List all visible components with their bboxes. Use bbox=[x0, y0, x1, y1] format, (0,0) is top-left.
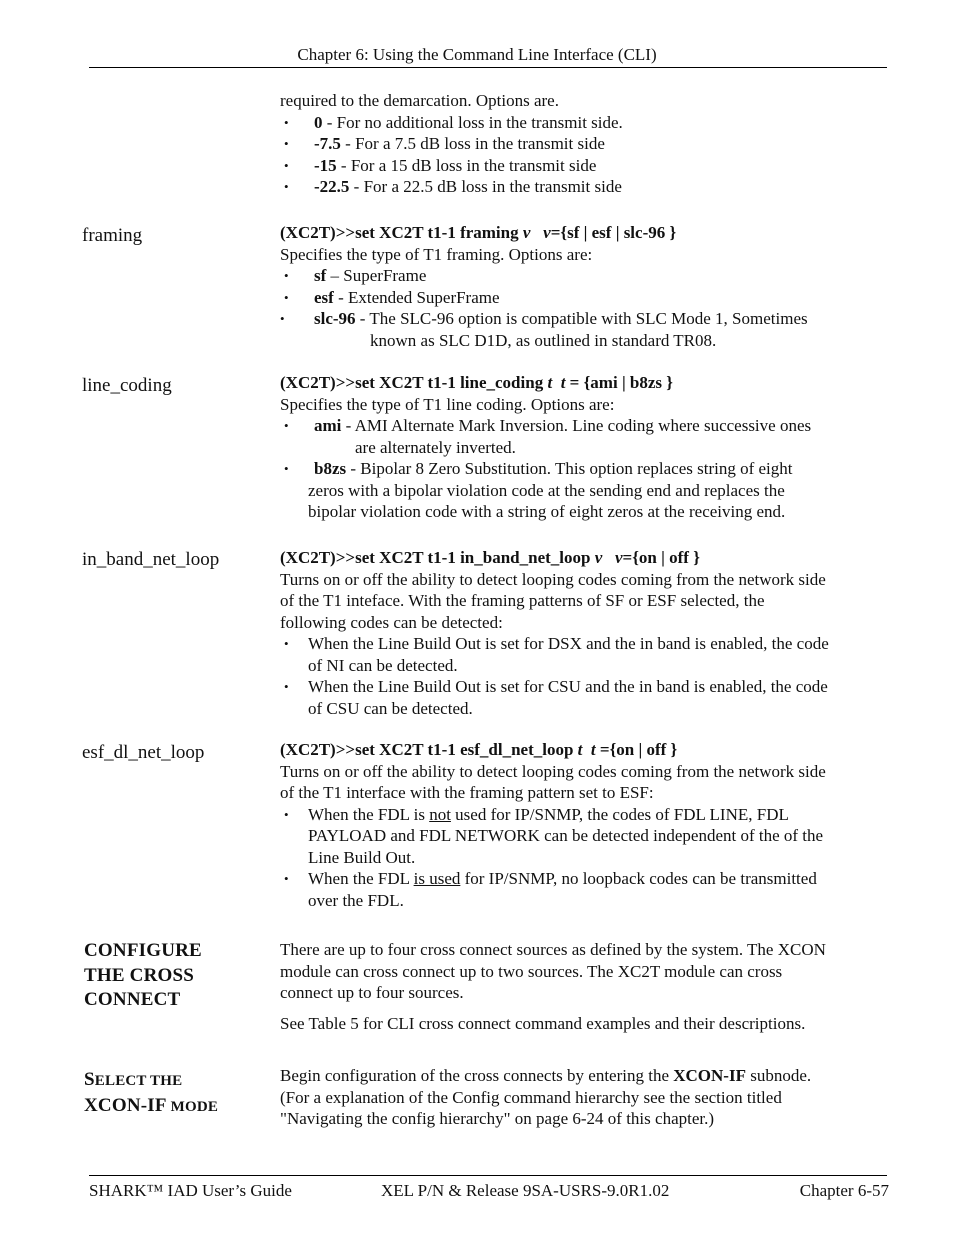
esf-dl-net-loop-block bbox=[280, 739, 890, 911]
list-item: • When the FDL is not used for IP/SNMP, the codes of FDL LINE, FDL PAYLOAD and FDL NETWORK can be detected independent of the of the Line Build Out. bbox=[284, 804, 824, 867]
configure-cross-connect-heading: CONFIGURE THE CROSS CONNECT bbox=[84, 940, 202, 1010]
list-item: • -22.5 - For a 22.5 dB loss in the transmit side bbox=[284, 177, 622, 196]
select-paragraph-line: (For a explanation of the Config command hierarchy see the section titled bbox=[280, 1087, 782, 1107]
footer-page-number: Chapter 6-57 bbox=[799, 1181, 889, 1200]
in-band-net-loop-block bbox=[280, 547, 890, 719]
list-item: • sf – SuperFrame bbox=[284, 266, 427, 285]
line-coding-options-list bbox=[280, 415, 890, 523]
in-band-net-loop-label: in_band_net_loop bbox=[82, 549, 220, 570]
line-coding-label: line_coding bbox=[82, 375, 172, 396]
in-band-codes-list bbox=[280, 633, 890, 719]
list-item: • -7.5 - For a 7.5 dB loss in the transmit side bbox=[284, 134, 605, 153]
intro-text: required to the demarcation. Options are. bbox=[280, 91, 559, 110]
esf-dl-conditions-list bbox=[280, 804, 890, 912]
list-item: • ami - AMI Alternate Mark Inversion. Line coding where successive ones are alternately inverted. bbox=[284, 416, 812, 457]
framing-label: framing bbox=[82, 225, 143, 246]
esf-dl-net-loop-label: esf_dl_net_loop bbox=[82, 742, 205, 763]
list-item: • esf - Extended SuperFrame bbox=[284, 287, 500, 307]
select-xcon-if-block bbox=[280, 1065, 890, 1130]
configure-paragraph-line: There are up to four cross connect sources as defined by the system. The XCON bbox=[280, 940, 826, 959]
framing-command: (XC2T)>>set XC2T t1-1 framing v v={sf | esf | slc-96 } bbox=[280, 223, 677, 242]
configure-paragraph-line: connect up to four sources. bbox=[280, 983, 464, 1002]
line-coding-block bbox=[280, 372, 890, 523]
in-band-description-line: of the T1 inteface. With the framing patterns of SF or ESF selected, the bbox=[280, 591, 765, 610]
in-band-description-line: following codes can be detected: bbox=[280, 612, 503, 632]
framing-options-list bbox=[280, 265, 890, 351]
footer-release: XEL P/N & Release 9SA-USRS-9.0R1.02 bbox=[381, 1181, 670, 1200]
footer-guide-title: SHARK™ IAD User’s Guide bbox=[89, 1181, 292, 1200]
list-item: • -15 - For a 15 dB loss in the transmit side bbox=[284, 155, 597, 175]
list-item: • When the FDL is used for IP/SNMP, no loopback codes can be transmitted over the FDL. bbox=[284, 869, 817, 910]
list-item: • 0 - For no additional loss in the transmit side. bbox=[284, 112, 623, 132]
configure-cross-connect-block bbox=[280, 939, 890, 1034]
list-item: • b8zs - Bipolar 8 Zero Substitution. This option replaces string of eight zeros with a bipolar violation code at the sending end and replaces the bipolar violation code with a string of eight zeros at the receiving end. bbox=[284, 459, 793, 521]
list-item: • When the Line Build Out is set for DSX and the in band is enabled, the code of NI can be detected. bbox=[284, 634, 829, 675]
in-band-command: (XC2T)>>set XC2T t1-1 in_band_net_loop v v={on | off } bbox=[280, 548, 700, 567]
line-coding-command: (XC2T)>>set XC2T t1-1 line_coding t t = {ami | b8zs } bbox=[280, 373, 673, 392]
esf-dl-description-line: Turns on or off the ability to detect looping codes coming from the network side bbox=[280, 761, 826, 781]
page-header: Chapter 6: Using the Command Line Interface (CLI) bbox=[297, 45, 657, 64]
framing-block bbox=[280, 222, 890, 351]
select-paragraph-line: Begin configuration of the cross connects by entering the XCON-IF subnode. bbox=[280, 1066, 812, 1085]
esf-dl-description-line: of the T1 interface with the framing pattern set to ESF: bbox=[280, 783, 654, 802]
list-item: • When the Line Build Out is set for CSU and the in band is enabled, the code of CSU can be detected. bbox=[284, 677, 828, 718]
select-xcon-if-mode-heading: SELECT THE XCON-IF MODE bbox=[84, 1069, 219, 1116]
select-paragraph-line: "Navigating the config hierarchy" on page 6-24 of this chapter.) bbox=[280, 1109, 715, 1128]
framing-description: Specifies the type of T1 framing. Options are: bbox=[280, 244, 593, 264]
intro-block bbox=[280, 90, 890, 198]
footer-rule bbox=[89, 1175, 887, 1176]
esf-dl-command: (XC2T)>>set XC2T t1-1 esf_dl_net_loop t t ={on | off } bbox=[280, 740, 678, 759]
configure-table-reference: See Table 5 for CLI cross connect command examples and their descriptions. bbox=[280, 1013, 806, 1033]
in-band-description-line: Turns on or off the ability to detect looping codes coming from the network side bbox=[280, 569, 826, 589]
configure-paragraph-line: module can cross connect up to two sources. The XC2T module can cross bbox=[280, 961, 783, 981]
header-rule bbox=[89, 67, 887, 68]
loss-options-list bbox=[280, 112, 890, 198]
list-item: • slc-96 - The SLC-96 option is compatible with SLC Mode 1, Sometimes known as SLC D1D, as outlined in standard TR08. bbox=[280, 309, 808, 350]
line-coding-description: Specifies the type of T1 line coding. Options are: bbox=[280, 394, 615, 414]
